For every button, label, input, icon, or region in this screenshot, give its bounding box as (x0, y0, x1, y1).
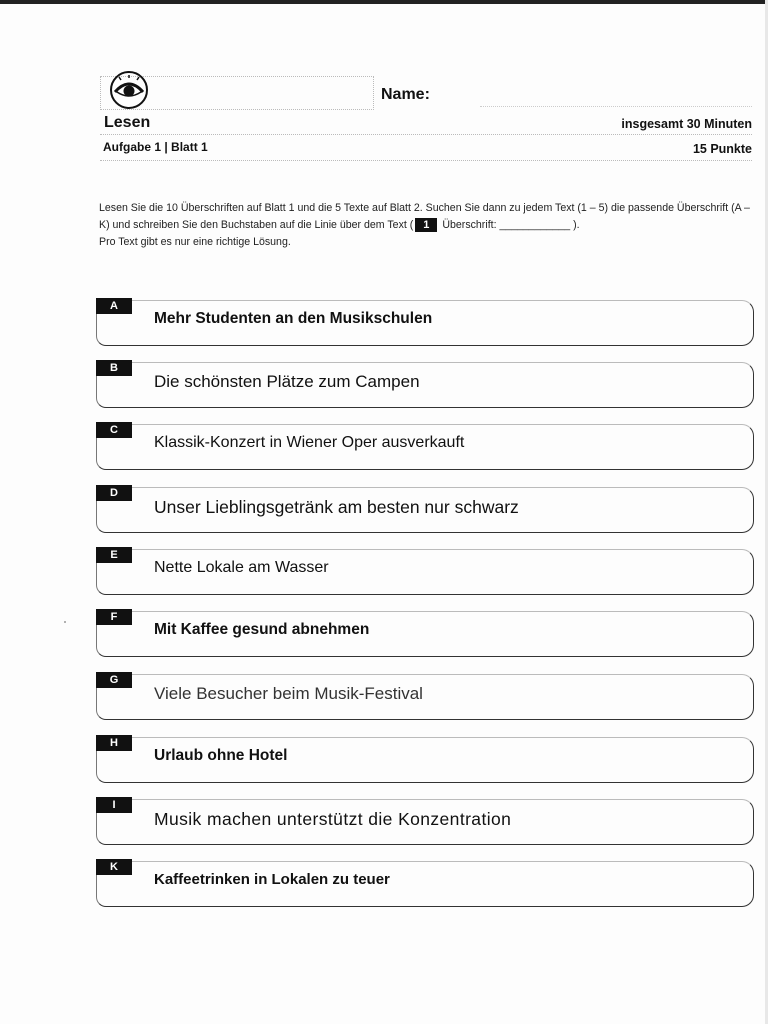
letter-tab: B (96, 360, 132, 376)
name-label: Name: (381, 86, 430, 103)
top-border (0, 0, 768, 4)
heading-item-h (96, 737, 754, 783)
task-label: Aufgabe 1 | Blatt 1 (103, 140, 208, 154)
heading-text: Die schönsten Plätze zum Campen (154, 372, 420, 391)
instructions-part3: Pro Text gibt es nur eine richtige Lösung. (99, 236, 291, 248)
heading-item-g (96, 674, 754, 720)
divider (100, 160, 752, 161)
heading-item-c (96, 424, 754, 470)
heading-text: Viele Besucher beim Musik-Festival (154, 684, 423, 703)
heading-text: Urlaub ohne Hotel (154, 747, 288, 764)
divider (100, 134, 752, 135)
heading-item-d (96, 487, 754, 533)
name-input-line[interactable] (480, 106, 752, 107)
heading-text: Kaffeetrinken in Lokalen zu teuer (154, 871, 390, 888)
instructions-part1: Lesen Sie die 10 Überschriften auf Blatt 1 und die 5 Texte auf Blatt 2. Suchen Sie dann zu jedem Text (1 – 5) die passende Überschrift (A – K) und schreiben Sie den Buchstaben auf die Linie über dem Text ( (99, 202, 750, 231)
letter-tab: E (96, 547, 132, 563)
heading-text: Mehr Studenten an den Musikschulen (154, 310, 433, 327)
heading-text: Unser Lieblingsgetränk am besten nur schwarz (154, 497, 519, 517)
letter-tab: G (96, 672, 132, 688)
letter-tab: H (96, 735, 132, 751)
instructions (99, 200, 759, 251)
heading-item-e (96, 549, 754, 595)
heading-text: Nette Lokale am Wasser (154, 559, 329, 576)
heading-text: Klassik-Konzert in Wiener Oper ausverkauft (154, 434, 465, 451)
letter-tab: C (96, 422, 132, 438)
letter-tab: D (96, 485, 132, 501)
scan-speck (64, 621, 66, 623)
letter-tab: K (96, 859, 132, 875)
letter-tab: F (96, 609, 132, 625)
instructions-part2: Überschrift: ____________ ). (439, 219, 580, 231)
letter-tab: I (96, 797, 132, 813)
time-limit: insgesamt 30 Minuten (621, 117, 752, 131)
example-number-box: 1 (415, 218, 437, 232)
heading-item-k (96, 861, 754, 907)
section-title: Lesen (104, 114, 151, 131)
heading-text: Mit Kaffee gesund abnehmen (154, 621, 370, 638)
heading-item-i (96, 799, 754, 845)
heading-text: Musik machen unterstützt die Konzentration (154, 809, 512, 829)
eye-icon (106, 70, 152, 110)
heading-item-f (96, 611, 754, 657)
letter-tab: A (96, 298, 132, 314)
heading-item-b (96, 362, 754, 408)
heading-item-a (96, 300, 754, 346)
points-label: 15 Punkte (692, 142, 752, 156)
